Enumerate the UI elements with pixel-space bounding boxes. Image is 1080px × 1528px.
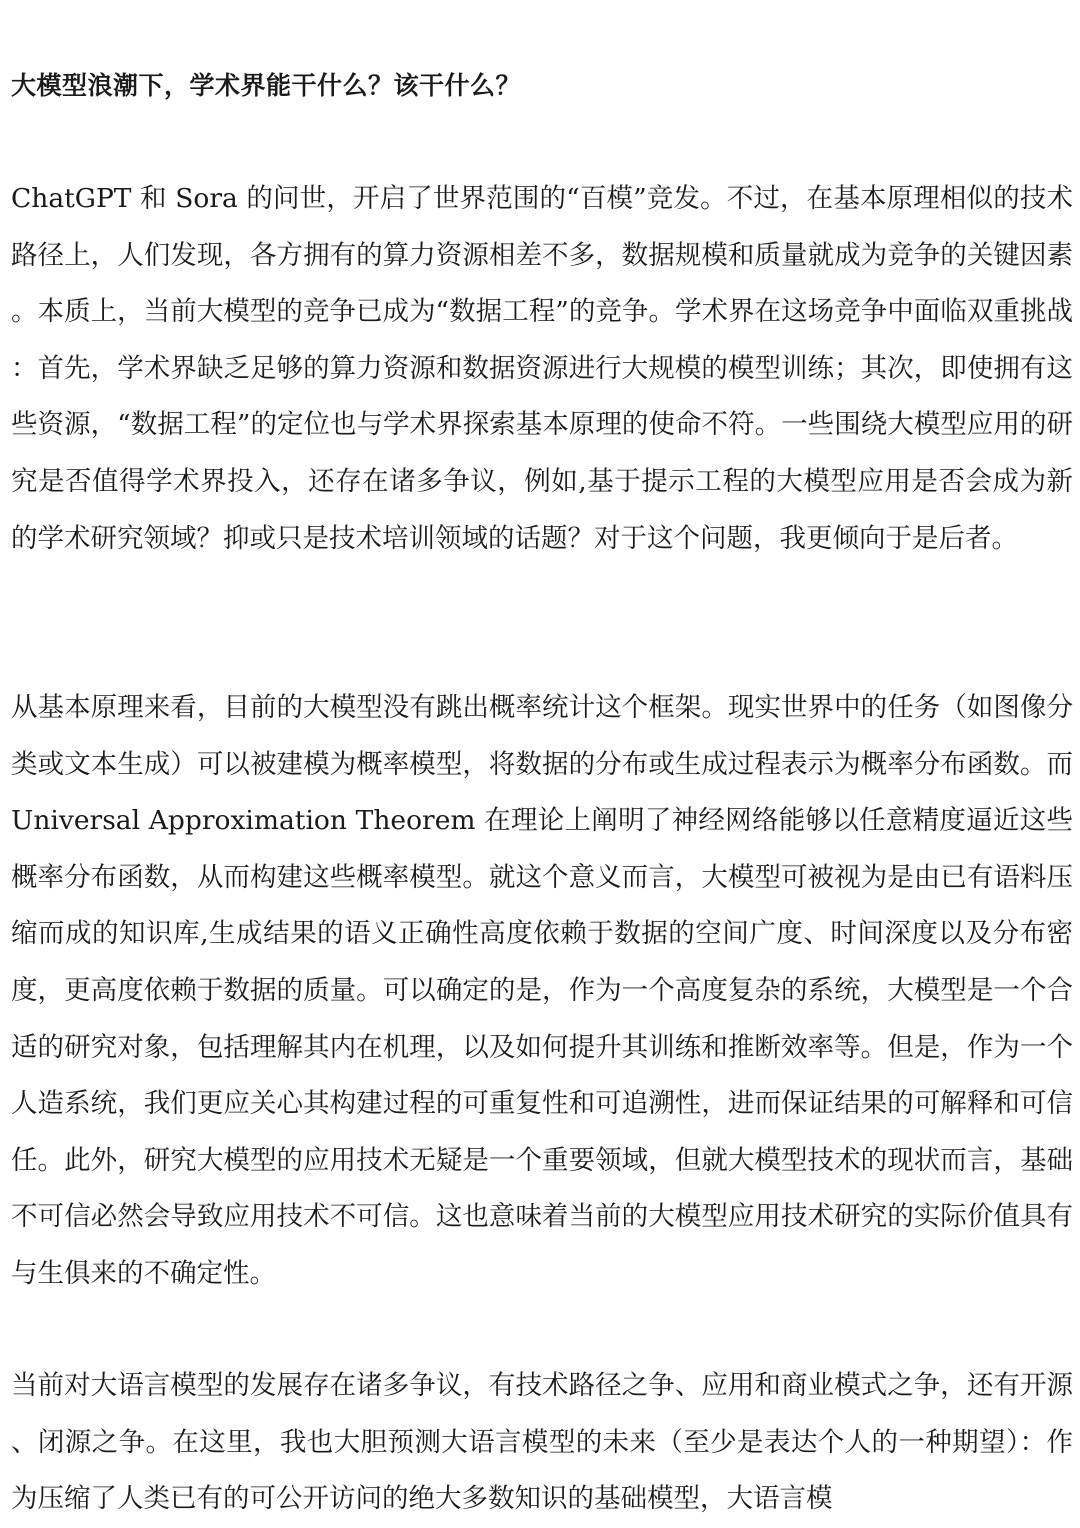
article-title: 大模型浪潮下，学术界能干什么？该干什么？ <box>11 71 522 100</box>
paragraph-2: 从基本原理来看，目前的大模型没有跳出概率统计这个框架。现实世界中的任务（如图像分类或文本生成）可以被建模为概率模型，将数据的分布或生成过程表示为概率分布函数。而 Universal Approximation Theorem 在理论上阐明了神经网络能够以任意精度逼近这些概率分布函数，从而构建这些概率模型。就这个意义而言，大模型可被视为是由已有语料压缩而成的知识库,生成结果的语义正确性高度依赖于数据的空间广度、时间深度以及分布密度，更高度依赖于数据的质量。可以确定的是，作为一个高度复杂的系统，大模型是一个合适的研究对象，包括理解其内在机理，以及如何提升其训练和推断效率等。但是，作为一个人造系统，我们更应关心其构建过程的可重复性和可追溯性，进而保证结果的可解释和可信任。此外，研究大模型的应用技术无疑是一个重要领域，但就大模型技术的现状而言，基础不可信必然会导致应用技术不可信。这也意味着当前的大模型应用技术研究的实际价值具有与生俱来的不确定性。 <box>11 692 1073 1289</box>
paragraph-1: ChatGPT 和 Sora 的问世，开启了世界范围的“百模”竞发。不过，在基本原理相似的技术路径上，人们发现，各方拥有的算力资源相差不多，数据规模和质量就成为竞争的关键因素。本质上，当前大模型的竞争已成为“数据工程”的竞争。学术界在这场竞争中面临双重挑战：首先，学术界缺乏足够的算力资源和数据资源进行大规模的模型训练；其次，即使拥有这些资源，“数据工程”的定位也与学术界探索基本原理的使命不符。一些围绕大模型应用的研究是否值得学术界投入，还存在诸多争议，例如,基于提示工程的大模型应用是否会成为新的学术研究领域？抑或只是技术培训领域的话题？对于这个问题，我更倾向于是后者。 <box>11 183 1073 554</box>
paragraph-3: 当前对大语言模型的发展存在诸多争议，有技术路径之争、应用和商业模式之争，还有开源、闭源之争。在这里，我也大胆预测大语言模型的未来（至少是表达个人的一种期望）：作为压缩了人类已有的可公开访问的绝大多数知识的基础模型，大语言模 <box>11 1370 1073 1515</box>
